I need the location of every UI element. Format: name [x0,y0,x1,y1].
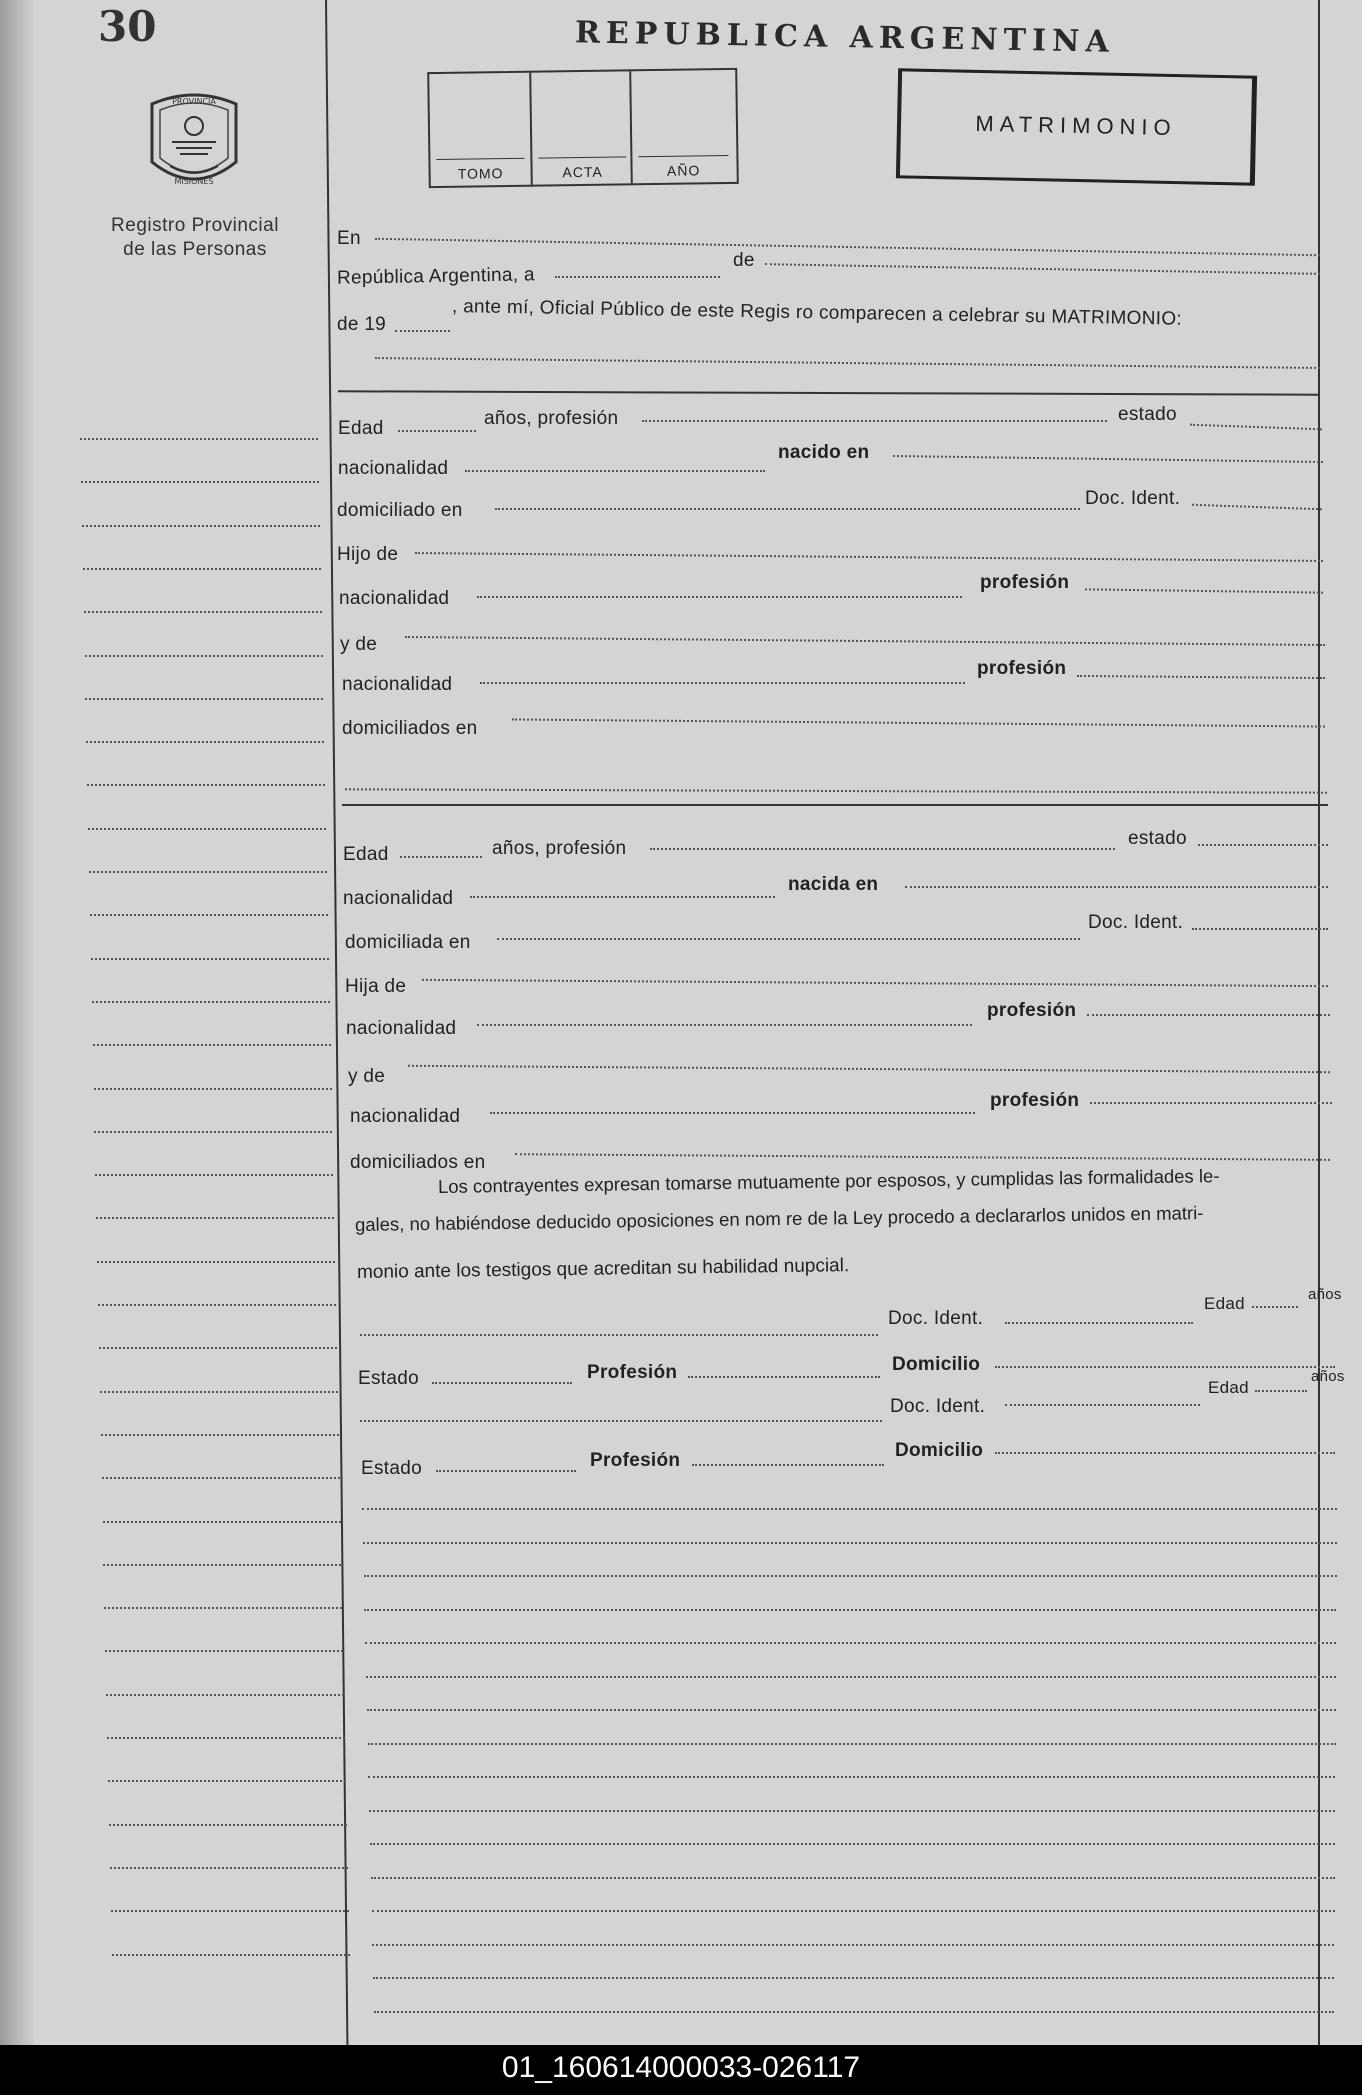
groom-father-nacionalidad-field[interactable] [477,596,962,598]
margin-note-line[interactable] [106,1694,344,1696]
book-binding [0,0,34,2045]
groom-mother-nacionalidad-label: nacionalidad [342,674,453,695]
right-border [1318,0,1320,2045]
bride-mother-field[interactable] [408,1065,1330,1073]
country-title: REPUBLICA ARGENTINA [574,15,1116,60]
witness-1-domicilio-field[interactable] [995,1366,1335,1368]
notes-line[interactable] [372,1944,1334,1946]
margin-note-line[interactable] [112,1954,350,1956]
bride-y-de-label: y de [348,1066,386,1087]
act-type-label: MATRIMONIO [975,110,1177,141]
margin-note-line[interactable] [107,1737,345,1739]
witness-2-profesion-label: Profesión [590,1450,681,1471]
groom-father-profesion-label: profesión [980,572,1070,593]
notes-line[interactable] [365,1642,1336,1644]
groom-father-nacionalidad-label: nacionalidad [339,588,450,609]
notes-line[interactable] [363,1542,1337,1544]
groom-mother-nacionalidad-field[interactable] [480,682,965,684]
margin-note-line[interactable] [82,525,320,527]
witness-2-domicilio-field[interactable] [995,1452,1335,1454]
bride-father-field[interactable] [422,979,1328,987]
bride-mother-profesion-field[interactable] [1090,1102,1332,1104]
margin-note-line[interactable] [96,1217,334,1219]
registry-line-2: de las Personas [123,239,267,260]
margin-note-line[interactable] [81,481,319,483]
notes-line[interactable] [372,1910,1335,1912]
groom-mother-profesion-field[interactable] [1077,675,1325,679]
margin-note-line[interactable] [84,611,322,613]
bride-estado-label: estado [1128,828,1187,849]
margin-note-line[interactable] [90,914,328,916]
witness-2-anos-label: años [1311,1368,1345,1385]
groom-nacionalidad-field[interactable] [465,470,765,472]
margin-note-line[interactable] [103,1521,341,1523]
declaration-line-2: gales, no habiéndose deducido oposiciones en nom re de la Ley procedo a declararlos unidos en matri- [354,1202,1204,1235]
page-number: 30 [98,2,157,51]
groom-y-de-label: y de [340,634,378,655]
witness-1-name-field[interactable] [360,1334,878,1336]
intro-year-label: de 19 [337,314,387,335]
margin-note-line[interactable] [85,698,323,700]
bride-mother-nacionalidad-field[interactable] [490,1112,975,1114]
margin-note-line[interactable] [94,1131,332,1133]
act-type-box [896,68,1257,185]
witness-2-edad-field[interactable] [1255,1390,1307,1392]
witness-2-domicilio-label: Domicilio [895,1440,984,1461]
margin-note-line[interactable] [99,1347,337,1349]
margin-note-line[interactable] [105,1650,343,1652]
bride-hija-de-label: Hija de [345,976,407,997]
margin-note-line[interactable] [80,438,318,440]
intro-year-field[interactable] [395,330,450,332]
bride-domiciliados-field[interactable] [515,1153,1330,1161]
groom-edad-field[interactable] [398,430,476,432]
groom-estado-label: estado [1118,404,1177,425]
bride-doc-ident-field[interactable] [1192,928,1328,930]
groom-estado-field[interactable] [1190,424,1322,431]
witness-2-doc-ident-label: Doc. Ident. [890,1396,986,1417]
registry-label [100,214,290,262]
bride-father-nacionalidad-field[interactable] [477,1024,972,1026]
scan-footer [0,2045,1362,2095]
intro-parties-field[interactable] [375,357,1320,369]
witness-1-profesion-field[interactable] [688,1376,880,1378]
tomo-box[interactable] [429,73,531,186]
groom-domiciliados-label: domiciliados en [342,718,478,739]
bride-doc-ident-label: Doc. Ident. [1088,912,1184,933]
bride-domiciliada-label: domiciliada en [345,932,471,953]
bride-estado-field[interactable] [1198,844,1328,846]
bride-father-nacionalidad-label: nacionalidad [346,1018,457,1039]
margin-note-line[interactable] [104,1607,342,1609]
intro-republica-label: República Argentina, a [336,264,535,289]
margin-note-line[interactable] [100,1391,338,1393]
witness-1-domicilio-label: Domicilio [892,1354,981,1375]
witness-2-profesion-field[interactable] [692,1464,884,1466]
margin-note-line[interactable] [101,1434,339,1436]
margin-note-line[interactable] [91,958,329,960]
margin-note-line[interactable] [97,1261,335,1263]
groom-father-profesion-field[interactable] [1085,588,1323,593]
notes-line[interactable] [373,1977,1334,1979]
notes-line[interactable] [366,1676,1336,1678]
margin-note-line[interactable] [92,1001,330,1003]
groom-nacionalidad-label: nacionalidad [338,458,449,479]
groom-anos-profesion-label: años, profesión [484,408,619,429]
groom-mother-field[interactable] [405,636,1325,646]
bride-father-profesion-label: profesión [987,1000,1077,1021]
margin-note-line[interactable] [94,1088,332,1090]
witness-2-doc-ident-field[interactable] [1005,1404,1200,1406]
intro-de-label: de [733,250,755,271]
intro-day-field[interactable] [555,276,720,278]
acta-box[interactable] [529,71,633,184]
tomo-acta-ano-boxes [427,68,739,188]
provincial-seal-icon [142,84,246,198]
intro-en-field[interactable] [375,238,1320,256]
margin-note-line[interactable] [95,1174,333,1176]
witness-1-edad-field[interactable] [1252,1306,1298,1308]
witness-1-anos-label: años [1308,1286,1342,1303]
groom-edad-label: Edad [338,418,384,439]
groom-doc-ident-field[interactable] [1192,504,1322,511]
groom-father-field[interactable] [415,552,1323,562]
bride-domiciliada-field[interactable] [497,938,1080,940]
intro-month-field[interactable] [765,263,1320,275]
groom-hijo-de-label: Hijo de [337,544,399,565]
acta-label: ACTA [562,163,603,181]
seal-top-text: PROVINCIA [172,97,216,106]
registry-line-1: Registro Provincial [111,215,279,236]
margin-note-line[interactable] [108,1780,346,1782]
witness-1-doc-ident-field[interactable] [1005,1322,1193,1324]
image-code: 01_160614000033-026117 [501,2051,861,2084]
witness-2-estado-field[interactable] [436,1470,576,1472]
intro-en-label: En [337,228,361,249]
groom-domiciliados-field-2[interactable] [345,788,1327,793]
notes-line[interactable] [370,1843,1335,1845]
intro-ante-mi-text: , ante mí, Oficial Público de este Regis ro comparecen a celebrar su MATRIMONIO: [451,296,1183,330]
bride-father-profesion-field[interactable] [1087,1014,1330,1016]
margin-note-line[interactable] [111,1910,349,1912]
seal-bottom-text: MISIONES [174,177,214,186]
witness-2-edad-label: Edad [1208,1378,1249,1397]
notes-line[interactable] [368,1776,1335,1778]
witness-2-name-field[interactable] [360,1420,882,1422]
ano-box[interactable] [629,70,735,183]
margin-note-line[interactable] [93,1044,331,1046]
bride-mother-nacionalidad-label: nacionalidad [350,1106,461,1127]
notes-line[interactable] [369,1810,1335,1812]
margin-note-line[interactable] [89,871,327,873]
notes-line[interactable] [362,1508,1337,1510]
notes-line[interactable] [364,1575,1337,1577]
divider-intro [338,390,1320,395]
bride-mother-profesion-label: profesión [990,1090,1080,1111]
margin-note-line[interactable] [86,741,324,743]
notes-line[interactable] [368,1743,1336,1745]
bride-domiciliados-label: domiciliados en [350,1152,486,1173]
margin-note-line[interactable] [98,1304,336,1306]
margin-note-line[interactable] [87,784,325,786]
divider-groom [342,804,1328,806]
bride-nacionalidad-field[interactable] [470,896,775,898]
margin-note-line[interactable] [83,568,321,570]
margin-note-line[interactable] [85,655,323,657]
groom-domiciliado-label: domiciliado en [337,500,463,521]
bride-edad-field[interactable] [400,856,482,858]
groom-mother-profesion-label: profesión [977,658,1067,679]
groom-doc-ident-label: Doc. Ident. [1085,488,1181,509]
notes-line[interactable] [374,2011,1334,2013]
notes-line[interactable] [364,1609,1336,1611]
margin-note-line[interactable] [109,1824,347,1826]
bride-nacionalidad-label: nacionalidad [343,888,454,909]
witness-1-doc-ident-label: Doc. Ident. [888,1308,984,1329]
witness-1-profesion-label: Profesión [587,1362,678,1383]
groom-domiciliados-field[interactable] [512,718,1325,727]
groom-profesion-field[interactable] [642,420,1107,422]
margin-note-line[interactable] [88,828,326,830]
notes-line[interactable] [371,1877,1335,1879]
ano-label: AÑO [666,162,701,179]
bride-anos-profesion-label: años, profesión [492,838,627,859]
witness-1-estado-field[interactable] [432,1382,572,1384]
witness-2-estado-label: Estado [361,1458,422,1479]
margin-note-line[interactable] [103,1564,341,1566]
declaration-line-3: monio ante los testigos que acreditan su habilidad nupcial. [356,1255,850,1283]
bride-profesion-field[interactable] [650,848,1115,850]
witness-1-estado-label: Estado [358,1368,419,1389]
groom-domiciliado-field[interactable] [495,508,1080,510]
tomo-label: TOMO [457,165,504,182]
margin-note-line[interactable] [102,1477,340,1479]
witness-1-edad-label: Edad [1204,1294,1245,1313]
declaration-line-1: Los contrayentes expresan tomarse mutuamente por esposos, y cumplidas las formalidades le- [437,1165,1220,1197]
bride-nacida-en-label: nacida en [788,874,879,895]
margin-note-line[interactable] [110,1867,348,1869]
bride-nacida-en-field[interactable] [905,886,1328,888]
bride-edad-label: Edad [343,844,389,865]
groom-nacido-en-field[interactable] [893,455,1323,463]
groom-nacido-en-label: nacido en [778,442,870,463]
notes-line[interactable] [367,1709,1336,1711]
